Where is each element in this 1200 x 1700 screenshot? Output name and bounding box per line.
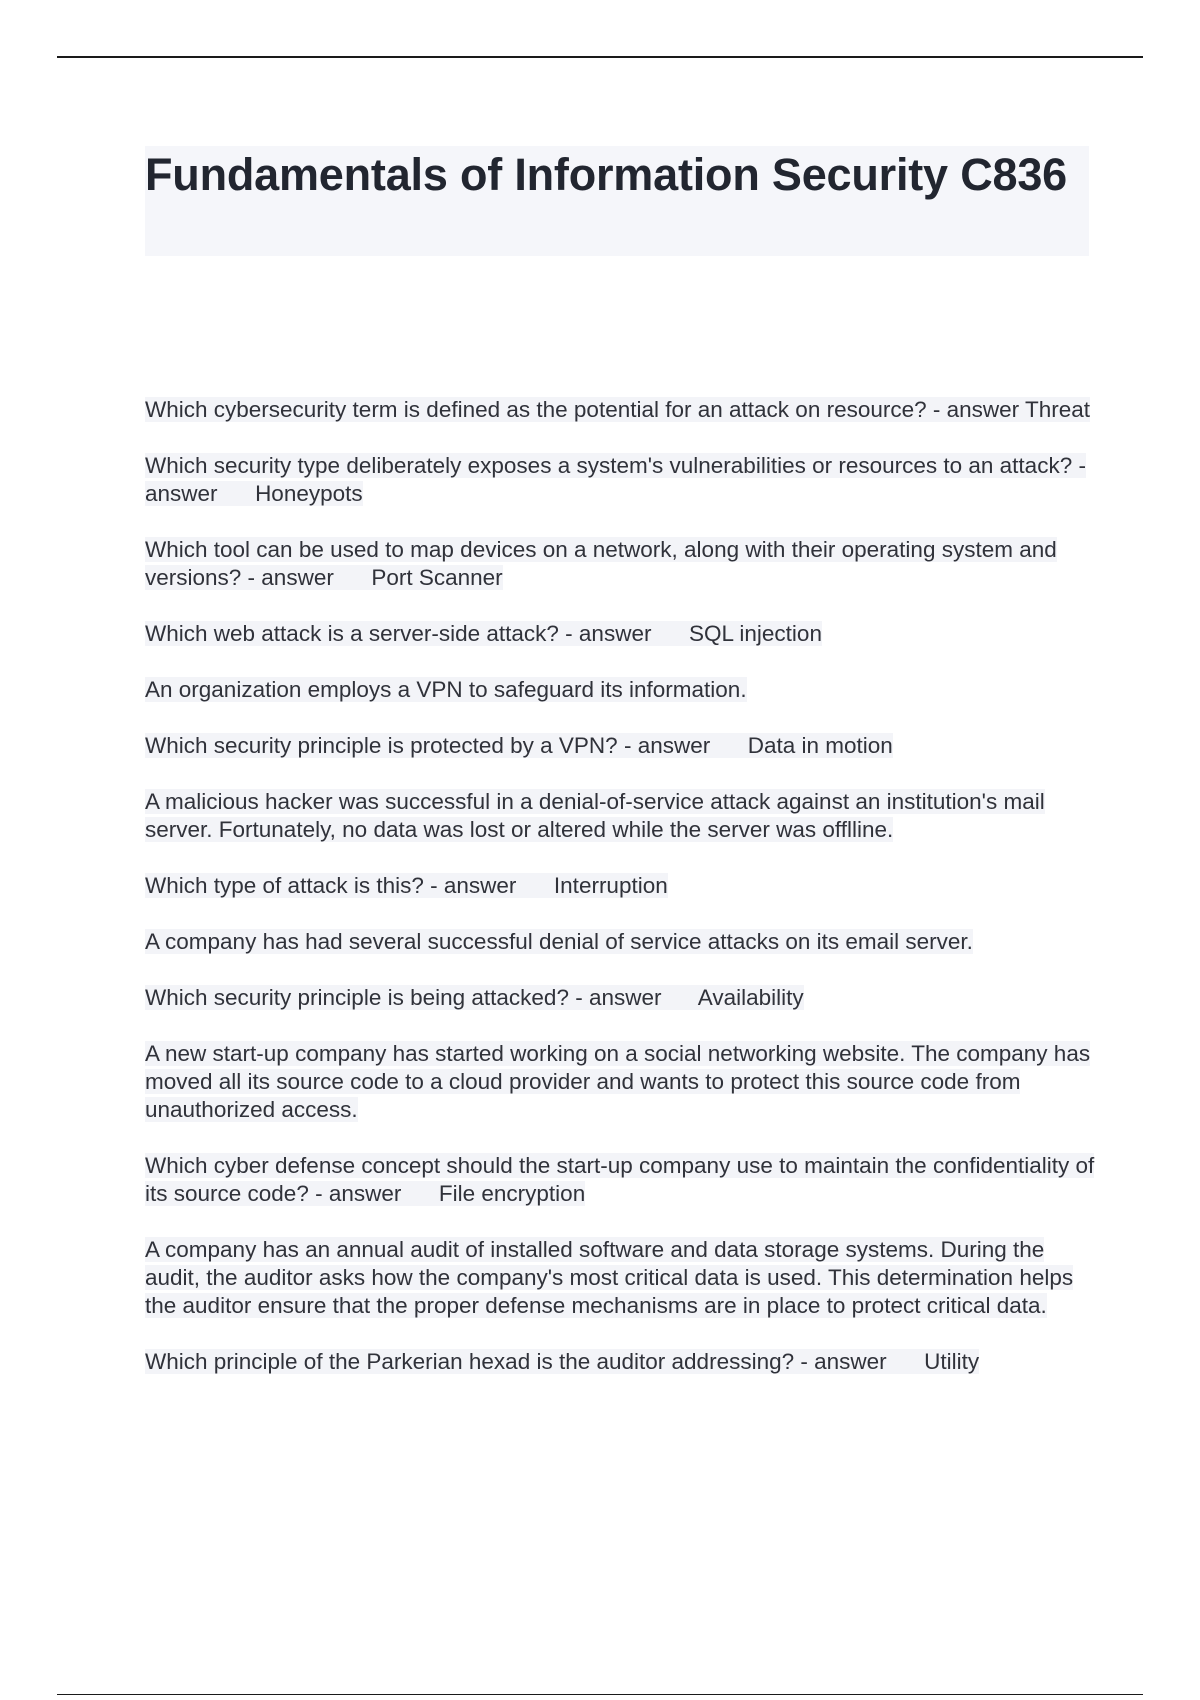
question-text: Which type of attack is this? <box>145 873 424 898</box>
header-rule <box>57 56 1143 58</box>
qa-list <box>145 396 1095 1404</box>
answer-marker: - answer <box>794 1349 887 1374</box>
answer-marker: - answer <box>423 873 517 898</box>
qa-item <box>145 396 1095 424</box>
statement-text: A malicious hacker was successful in a denial-of-service attack against an institution's mail server. Fortunately, no data was lost or altered while the server was offlline. <box>145 789 1045 842</box>
qa-item <box>145 1236 1095 1320</box>
answer-marker: - answer <box>617 733 711 758</box>
statement-text: A new start-up company has started working on a social networking website. The company has moved all its source code to a cloud provider and wants to protect this source code from unauthorized access. <box>145 1041 1091 1122</box>
answer-text: File encryption <box>438 1181 586 1206</box>
answer-text: Port Scanner <box>371 565 503 590</box>
answer-text: Honeypots <box>255 481 363 506</box>
qa-item <box>145 1348 1095 1376</box>
answer-marker: - answer <box>145 453 1086 506</box>
document-title: Fundamentals of Information Security C836 <box>145 149 1067 200</box>
answer-marker: - answer <box>568 985 662 1010</box>
statement-text: An organization employs a VPN to safeguard its information. <box>145 677 747 702</box>
qa-item <box>145 676 1095 704</box>
answer-text: Interruption <box>553 873 668 898</box>
answer-text: Threat <box>1025 397 1091 422</box>
question-text: Which security principle is being attacked? <box>145 985 569 1010</box>
answer-marker: - answer <box>558 621 652 646</box>
qa-item <box>145 928 1095 956</box>
qa-item <box>145 1040 1095 1124</box>
question-text: Which cybersecurity term is defined as the potential for an attack on resource? <box>145 397 927 422</box>
footer-rule <box>57 1694 1143 1695</box>
answer-marker: - answer <box>308 1181 402 1206</box>
qa-item <box>145 872 1095 900</box>
answer-text: Availability <box>697 985 804 1010</box>
qa-item <box>145 732 1095 760</box>
answer-marker: - answer <box>926 397 1020 422</box>
qa-item <box>145 536 1095 592</box>
qa-item <box>145 620 1095 648</box>
qa-item <box>145 1152 1095 1208</box>
qa-item <box>145 788 1095 844</box>
question-text: Which cyber defense concept should the start-up company use to maintain the confidentiality of its source code? <box>145 1153 1095 1206</box>
answer-text: Data in motion <box>747 733 893 758</box>
answer-text: SQL injection <box>688 621 822 646</box>
answer-text: Utility <box>924 1349 980 1374</box>
question-text: Which security principle is protected by a VPN? <box>145 733 618 758</box>
statement-text: A company has had several successful denial of service attacks on its email server. <box>145 929 973 954</box>
question-text: Which tool can be used to map devices on a network, along with their operating system and versions? <box>145 537 1057 590</box>
question-text: Which web attack is a server-side attack? <box>145 621 559 646</box>
qa-item <box>145 452 1095 508</box>
statement-text: A company has an annual audit of installed software and data storage systems. During the audit, the auditor asks how the company's most critical data is used. This determination helps the auditor ensure that the proper defense mechanisms are in place to protect critical data. <box>145 1237 1074 1318</box>
question-text: Which security type deliberately exposes a system's vulnerabilities or resources to an attack? <box>145 453 1073 478</box>
answer-marker: - answer <box>241 565 334 590</box>
qa-item <box>145 984 1095 1012</box>
question-text: Which principle of the Parkerian hexad is the auditor addressing? <box>145 1349 795 1374</box>
